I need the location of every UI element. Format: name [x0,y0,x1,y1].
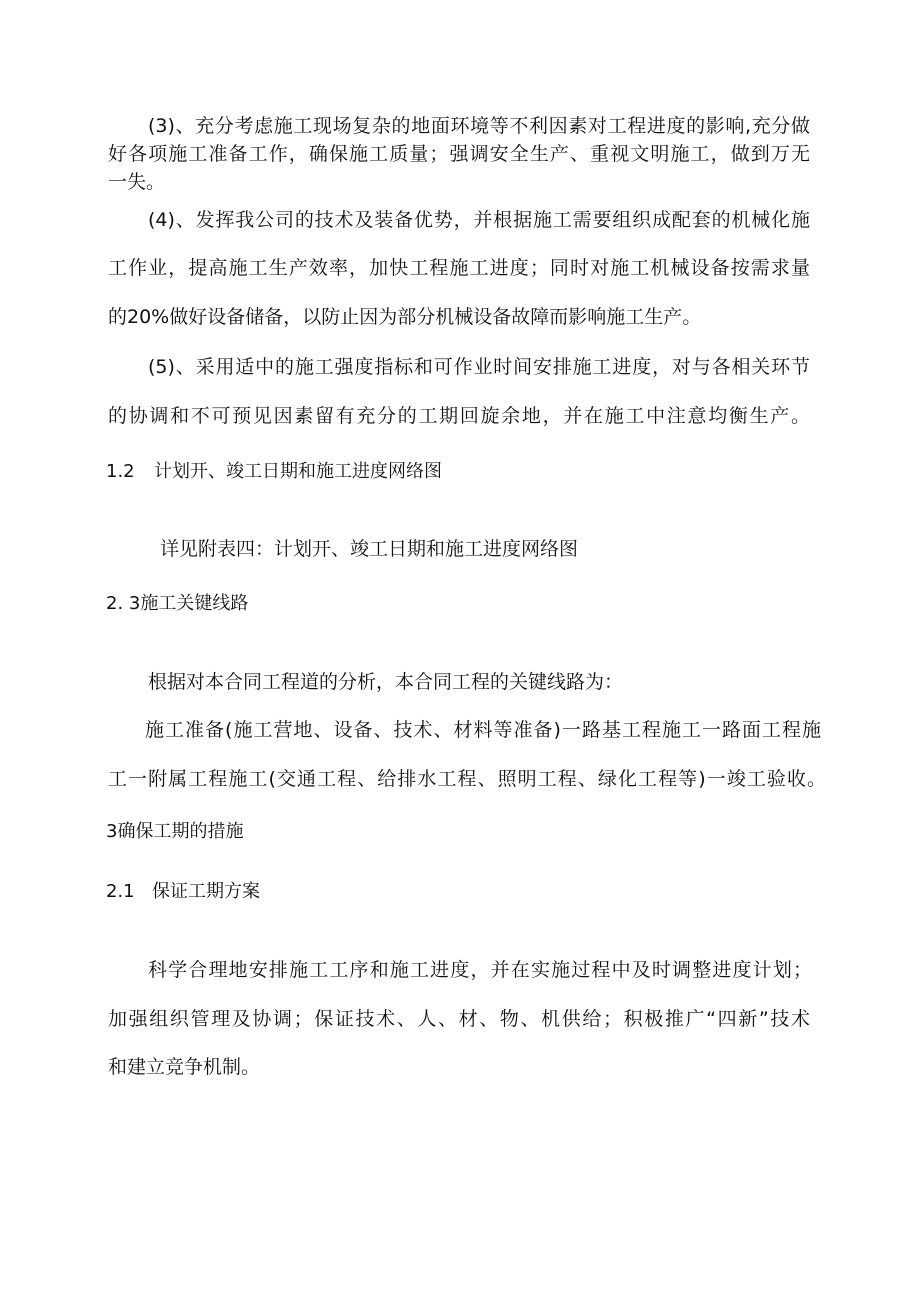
schedule-plan-line-3: 和建立竞争机制。 [108,1056,261,1078]
critical-path-line-1: 施工准备(施工营地、设备、技术、材料等准备)一路基工程施工一路面工程施 [145,719,821,741]
section-1-2-title: 计划开、竣工日期和施工进度网络图 [154,461,442,482]
para-3-line-2: 好各项施工准备工作，确保施工质量；强调安全生产、重视文明施工，做到万无 [108,143,810,165]
para-4-line-2: 工作业，提高施工生产效率，加快工程施工进度；同时对施工机械设备按需求量 [108,257,810,279]
schedule-plan-line-2: 加强组织管理及协调；保证技术、人、材、物、机供给；积极推广“四新”技术 [108,1008,810,1030]
section-2-1-number: 2.1 [106,881,135,902]
para-4-line-3: 的20%做好设备储备，以防止因为部分机械设备故障而影响施工生产。 [108,306,702,328]
para-5-line-1: (5)、采用适中的施工强度指标和可作业时间安排施工进度，对与各相关环节 [148,356,810,378]
para-5-line-2: 的协调和不可预见因素留有充分的工期回旋余地，并在施工中注意均衡生产。 [108,405,810,427]
section-2-3-heading: 2. 3施工关键线路 [106,593,249,614]
para-3-line-3: 一失。 [108,171,166,193]
section-3-heading: 3确保工期的措施 [106,821,244,842]
section-2-3-intro: 根据对本合同工程道的分析，本合同工程的关键线路为： [148,671,624,693]
schedule-plan-line-1: 科学合理地安排施工工序和施工进度，并在实施过程中及时调整进度计划； [148,959,812,981]
para-4-line-1: (4)、发挥我公司的技术及装备优势，并根据施工需要组织成配套的机械化施 [148,209,810,231]
section-1-2-number: 1.2 [106,461,135,482]
critical-path-line-2: 工一附属工程施工(交通工程、给排水工程、照明工程、绿化工程等)一竣工验收。 [108,768,826,790]
section-1-2-detail: 详见附表四：计划开、竣工日期和施工进度网络图 [160,538,579,560]
para-3-line-1: (3)、充分考虑施工现场复杂的地面环境等不利因素对工程进度的影响,充分做 [148,115,810,137]
section-2-1-title: 保证工期方案 [152,881,260,902]
